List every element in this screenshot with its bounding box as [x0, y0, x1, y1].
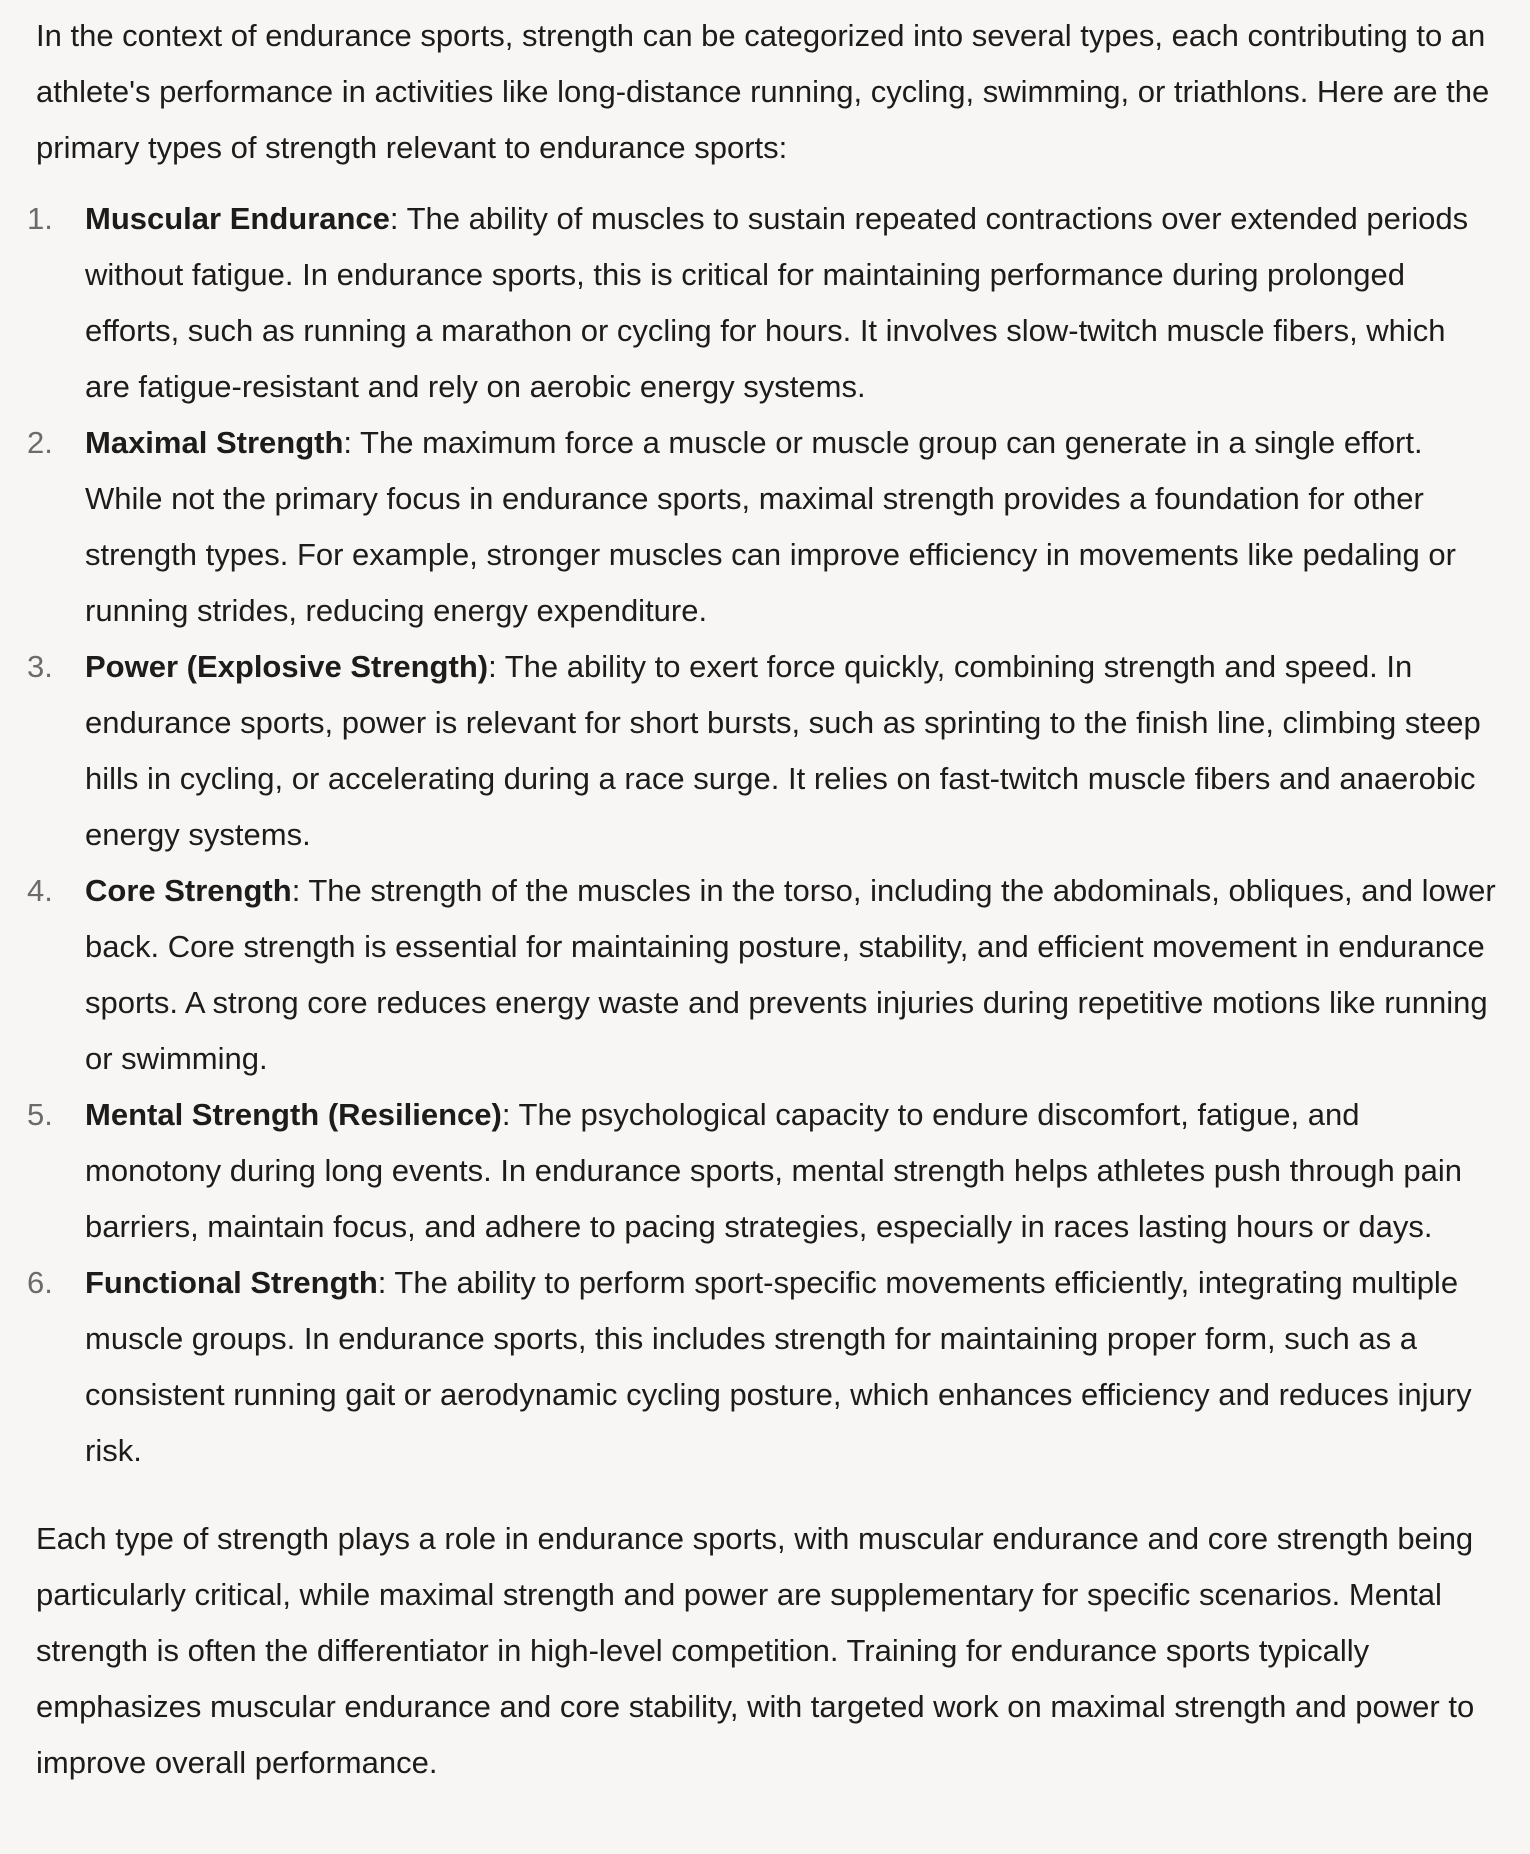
list-item-term: Functional Strength [85, 1265, 378, 1300]
list-item-muscular-endurance [27, 191, 1506, 415]
closing-paragraph: Each type of strength plays a role in endurance sports, with muscular endurance and core strength being particularly critical, while maximal strength and power are supplementary for specific scenarios. Mental strength is often the differentiator in high-level competition. Training for endurance sports typically emphasizes muscular endurance and core stability, with targeted work on maximal strength and power to improve overall performance. [36, 1521, 1475, 1780]
list-item-number: 6. [27, 1265, 53, 1300]
list-item-mental-strength [27, 1087, 1506, 1255]
list-item-core-strength [27, 863, 1506, 1087]
list-item-description: : The ability to perform sport-specific movements efficiently, integrating multiple muscle groups. In endurance sports, this includes strength for maintaining proper form, such as a consistent running gait or aerodynamic cycling posture, which enhances efficiency and reduces injury risk. [85, 1265, 1472, 1468]
list-item-power [27, 639, 1506, 863]
list-item-description: : The psychological capacity to endure discomfort, fatigue, and monotony during long events. In endurance sports, mental strength helps athletes push through pain barriers, maintain focus, and adhere to pacing strategies, especially in races lasting hours or days. [85, 1097, 1462, 1244]
list-item-term: Maximal Strength [85, 425, 344, 460]
list-item-term: Mental Strength (Resilience) [85, 1097, 502, 1132]
strength-types-list [27, 191, 1506, 1479]
list-item-description: : The maximum force a muscle or muscle group can generate in a single effort. While not the primary focus in endurance sports, maximal strength provides a foundation for other strength types. For example, stronger muscles can improve efficiency in movements like pedaling or running strides, reducing energy expenditure. [85, 425, 1456, 628]
list-item-description: : The ability of muscles to sustain repeated contractions over extended periods without fatigue. In endurance sports, this is critical for maintaining performance during prolonged efforts, such as running a marathon or cycling for hours. It involves slow-twitch muscle fibers, which are fatigue-resistant and rely on aerobic energy systems. [85, 201, 1469, 404]
list-item-term: Core Strength [85, 873, 292, 908]
list-item-term: Power (Explosive Strength) [85, 649, 489, 684]
list-item-number: 5. [27, 1097, 53, 1132]
list-item-description: : The ability to exert force quickly, combining strength and speed. In endurance sports, power is relevant for short bursts, such as sprinting to the finish line, climbing steep hills in cycling, or accelerating during a race surge. It relies on fast-twitch muscle fibers and anaerobic energy systems. [85, 649, 1481, 852]
list-item-maximal-strength [27, 415, 1506, 639]
list-item-term: Muscular Endurance [85, 201, 390, 236]
list-item-functional-strength [27, 1255, 1506, 1479]
list-item-number: 2. [27, 425, 53, 460]
list-item-number: 3. [27, 649, 53, 684]
intro-paragraph: In the context of endurance sports, strength can be categorized into several types, each contributing to an athlete's performance in activities like long-distance running, cycling, swimming, or triathlons. Here are the primary types of strength relevant to endurance sports: [36, 18, 1490, 165]
list-item-number: 4. [27, 873, 53, 908]
list-item-number: 1. [27, 201, 53, 236]
list-item-description: : The strength of the muscles in the torso, including the abdominals, obliques, and lower back. Core strength is essential for maintaining posture, stability, and efficient movement in endurance sports. A strong core reduces energy waste and prevents injuries during repetitive motions like running or swimming. [85, 873, 1496, 1076]
